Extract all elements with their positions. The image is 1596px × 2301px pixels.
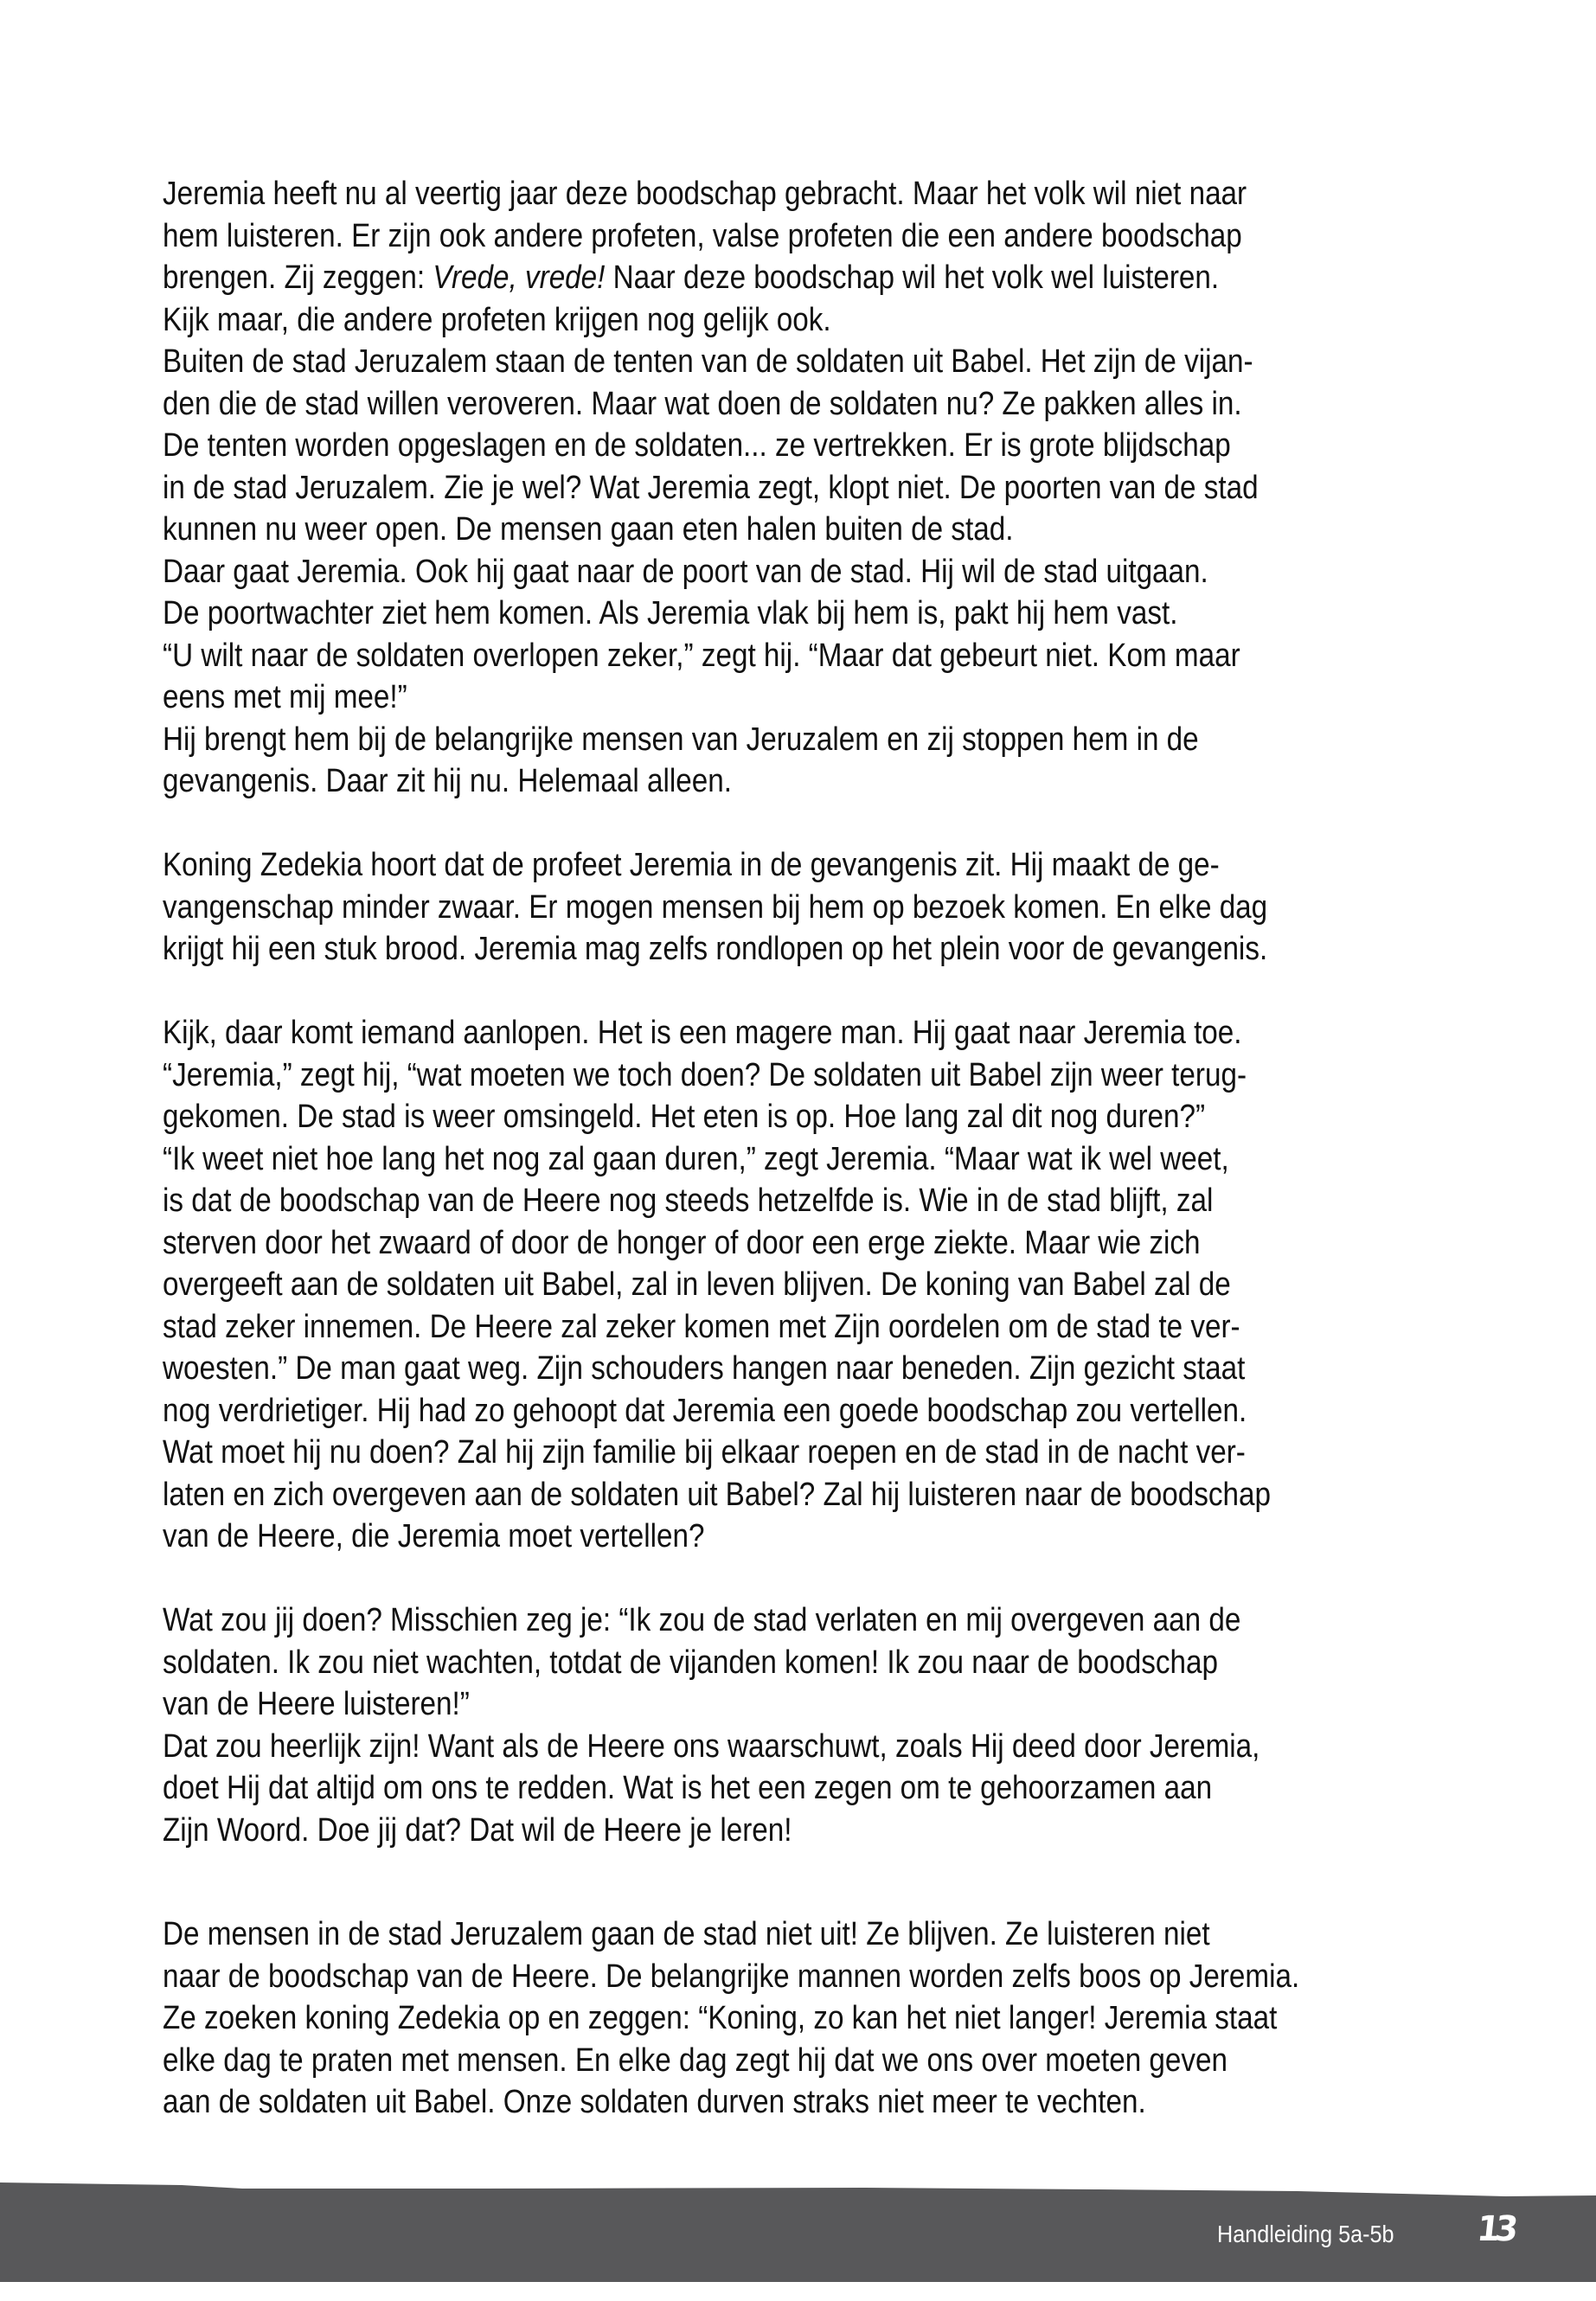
text-line [163, 635, 1420, 677]
text-line [163, 425, 1420, 467]
text-run: Hij brengt hem bij de belangrijke mensen van Jeruzalem en zij stoppen hem in de [163, 721, 1199, 758]
text-line [163, 1726, 1420, 1768]
paragraph [163, 1599, 1420, 1851]
paragraph [163, 844, 1420, 971]
text-run: sterven door het zwaard of door de honger of door een erge ziekte. Maar wie zich [163, 1224, 1201, 1261]
text-run: Ze zoeken koning Zedekia op en zeggen: “Koning, zo kan het niet langer! Jeremia staat [163, 2000, 1278, 2036]
text-run: naar de boodschap van de Heere. De belangrijke mannen worden zelfs boos op Jeremia. [163, 1958, 1300, 1995]
text-line [163, 257, 1420, 299]
text-run: hem luisteren. Er zijn ook andere profeten, valse profeten die een andere boodschap [163, 217, 1242, 254]
text-run: laten en zich overgeven aan de soldaten uit Babel? Zal hij luisteren naar de boodschap [163, 1476, 1272, 1513]
text-run: doet Hij dat altijd om ons te redden. Wat is het een zegen om te gehoorzamen aan [163, 1770, 1213, 1806]
text-line [163, 1642, 1420, 1684]
paragraph [163, 1012, 1420, 1558]
text-line [163, 593, 1420, 635]
text-line [163, 1767, 1420, 1810]
text-run: stad zeker innemen. De Heere zal zeker komen met Zijn oordelen om de stad te ver- [163, 1308, 1240, 1345]
text-line [163, 1264, 1420, 1306]
text-line [163, 1810, 1420, 1852]
text-line [163, 509, 1420, 551]
text-run: krijgt hij een stuk brood. Jeremia mag zelfs rondlopen op het plein voor de gevangenis. [163, 931, 1268, 967]
text-run: eens met mij mee!” [163, 679, 407, 715]
text-run: De tenten worden opgeslagen en de soldaten... ze vertrekken. Er is grote blijdschap [163, 427, 1231, 464]
text-run: Dat zou heerlijk zijn! Want als de Heere ons waarschuwt, zoals Hij deed door Jeremia, [163, 1727, 1260, 1765]
text-line [163, 2081, 1420, 2124]
text-line [163, 1956, 1420, 1998]
text-line [163, 173, 1420, 215]
text-run: woesten.” De man gaat weg. Zijn schouders hangen naar beneden. Zijn gezicht staat [163, 1350, 1246, 1387]
text-run: Wat zou jij doen? Misschien zeg je: “Ik zou de stad verlaten en mij overgeven aan de [163, 1602, 1241, 1638]
text-run: Jeremia heeft nu al veertig jaar deze boodschap gebracht. Maar het volk wil niet naar [163, 176, 1247, 212]
text-run: van de Heere, die Jeremia moet vertellen? [163, 1518, 705, 1554]
text-line [163, 341, 1420, 383]
text-run: is dat de boodschap van de Heere nog steeds hetzelfde is. Wie in de stad blijft, zal [163, 1183, 1214, 1219]
text-line [163, 676, 1420, 719]
text-run: soldaten. Ik zou niet wachten, totdat de vijanden komen! Ik zou naar de boodschap [163, 1644, 1218, 1681]
footer-title: Handleiding 5a-5b [1217, 2221, 1394, 2247]
text-line [163, 1054, 1420, 1097]
text-run: nog verdrietiger. Hij had zo gehoopt dat Jeremia een goede boodschap zou vertellen. [163, 1392, 1247, 1429]
text-run: Koning Zedekia hoort dat de profeet Jeremia in de gevangenis zit. Hij maakt de ge- [163, 847, 1220, 883]
text-run: Buiten de stad Jeruzalem staan de tenten van de soldaten uit Babel. Het zijn de vijan- [163, 343, 1253, 380]
text-line [163, 1997, 1420, 2040]
text-line [163, 1683, 1420, 1726]
text-line [163, 467, 1420, 510]
page-number: 13 [1475, 2209, 1516, 2249]
text-line [163, 760, 1420, 803]
text-line [163, 1138, 1420, 1181]
text-line [163, 1516, 1420, 1558]
italic-quote: Vrede, vrede! [433, 260, 606, 296]
text-line [163, 1012, 1420, 1054]
text-run: aan de soldaten uit Babel. Onze soldaten durven straks niet meer te vechten. [163, 2084, 1146, 2120]
text-run: gevangenis. Daar zit hij nu. Helemaal alleen. [163, 763, 732, 799]
text-line [163, 719, 1420, 761]
text-line [163, 1599, 1420, 1642]
text-line [163, 551, 1420, 593]
text-run: overgeeft aan de soldaten uit Babel, zal in leven blijven. De koning van Babel zal de [163, 1266, 1231, 1303]
text-run: kunnen nu weer open. De mensen gaan eten halen buiten de stad. [163, 511, 1014, 548]
text-line [163, 1348, 1420, 1390]
text-line [163, 1432, 1420, 1474]
text-line [163, 1306, 1420, 1349]
text-run: Naar deze boodschap wil het volk wel luisteren. [605, 260, 1220, 296]
text-line [163, 928, 1420, 971]
text-line [163, 215, 1420, 258]
text-line [163, 1180, 1420, 1222]
body-text [163, 173, 1420, 2124]
text-line [163, 1096, 1420, 1138]
text-run: van de Heere luisteren!” [163, 1686, 470, 1722]
text-line [163, 1222, 1420, 1265]
text-line [163, 1474, 1420, 1516]
text-run: elke dag te praten met mensen. En elke dag zegt hij dat we ons over moeten geven [163, 2041, 1228, 2079]
text-run: Kijk, daar komt iemand aanlopen. Het is een magere man. Hij gaat naar Jeremia toe. [163, 1015, 1242, 1051]
text-line [163, 1390, 1420, 1433]
text-run: brengen. Zij zeggen: [163, 260, 433, 296]
text-run: Kijk maar, die andere profeten krijgen nog gelijk ook. [163, 301, 831, 338]
text-run: vangenschap minder zwaar. Er mogen mensen bij hem op bezoek komen. En elke dag [163, 888, 1268, 926]
text-run: De poortwachter ziet hem komen. Als Jeremia vlak bij hem is, pakt hij hem vast. [163, 595, 1178, 631]
text-line [163, 887, 1420, 929]
text-line [163, 383, 1420, 426]
text-line [163, 844, 1420, 887]
text-run: “Jeremia,” zegt hij, “wat moeten we toch doen? De soldaten uit Babel zijn weer terug- [163, 1056, 1247, 1093]
text-run: Wat moet hij nu doen? Zal hij zijn familie bij elkaar roepen en de stad in de nacht ver- [163, 1434, 1246, 1471]
text-run: gekomen. De stad is weer omsingeld. Het eten is op. Hoe lang zal dit nog duren?” [163, 1099, 1206, 1135]
text-run: den die de stad willen veroveren. Maar wat doen de soldaten nu? Ze pakken alles in. [163, 385, 1242, 422]
text-run: De mensen in de stad Jeruzalem gaan de stad niet uit! Ze blijven. Ze luisteren niet [163, 1916, 1210, 1952]
text-run: “U wilt naar de soldaten overlopen zeker,” zegt hij. “Maar dat gebeurt niet. Kom maar [163, 637, 1240, 674]
text-run: Daar gaat Jeremia. Ook hij gaat naar de poort van de stad. Hij wil de stad uitgaan. [163, 553, 1208, 590]
text-run: Zijn Woord. Doe jij dat? Dat wil de Heere je leren! [163, 1811, 792, 1849]
text-run: “Ik weet niet hoe lang het nog zal gaan duren,” zegt Jeremia. “Maar wat ik wel weet, [163, 1140, 1229, 1177]
paragraph [163, 173, 1420, 803]
text-run: in de stad Jeruzalem. Zie je wel? Wat Jeremia zegt, klopt niet. De poorten van de stad [163, 469, 1259, 506]
paragraph [163, 1913, 1420, 2124]
text-line [163, 299, 1420, 342]
text-line [163, 2040, 1420, 2082]
text-line [163, 1913, 1420, 1956]
